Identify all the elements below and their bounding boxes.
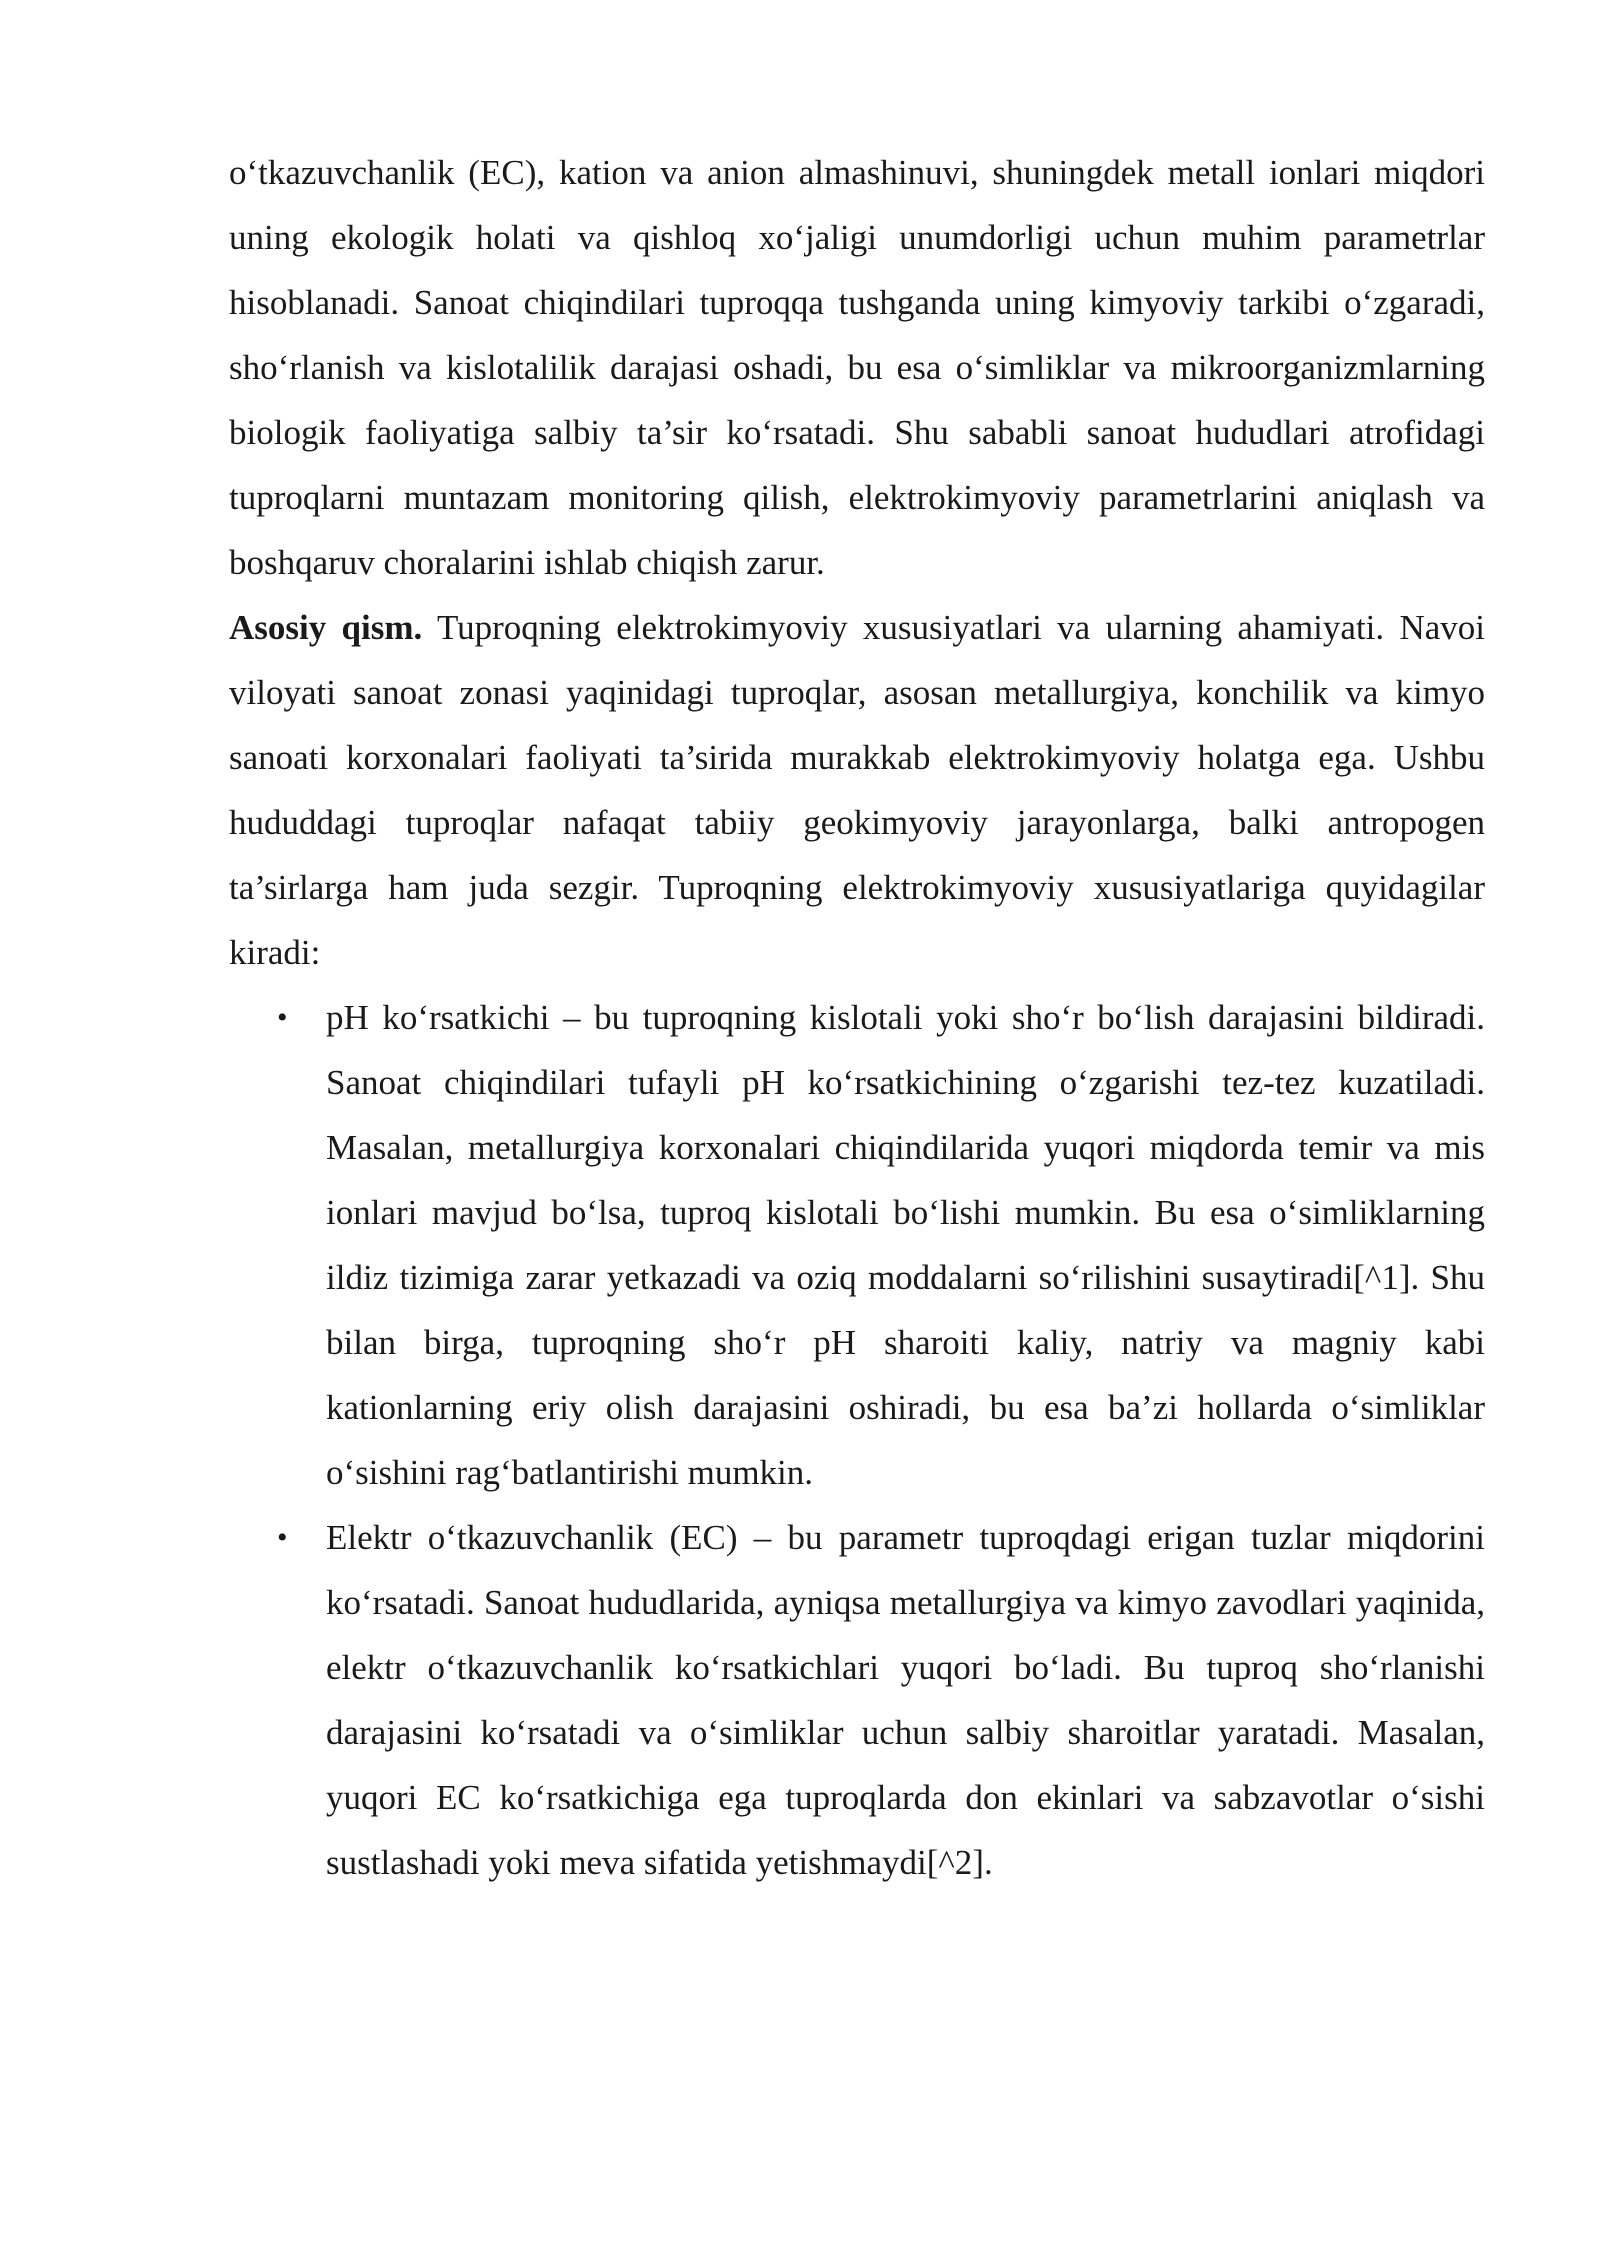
list-item-ec xyxy=(229,1505,1485,1895)
intro-paragraph: o‘tkazuvchanlik (EC), kation va anion almashinuvi, shuningdek metall ionlari miqdori uning ekologik holati va qishloq xo‘jaligi unumdorligi uchun muhim parametrlar hisoblanadi. Sanoat chiqindilari tuproqqa tushganda uning kimyoviy tarkibi o‘zgaradi, sho‘rlanish va kislotalilik darajasi oshadi, bu esa o‘simliklar va mikroorganizmlarning biologik faoliyatiga salbiy ta’sir ko‘rsatadi. Shu sababli sanoat hududlari atrofidagi tuproqlarni muntazam monitoring qilish, elektrokimyoviy parametrlarini aniqlash va boshqaruv choralarini ishlab chiqish zarur. xyxy=(229,153,1485,582)
section-text: Tuproqning elektrokimyoviy xususiyatlari va ularning ahamiyati. Navoi viloyati sanoat zonasi yaqinidagi tuproqlar, asosan metallurgiya, konchilik va kimyo sanoati korxonalari faoliyati ta’sirida murakkab elektrokimyoviy holatga ega. Ushbu hududdagi tuproqlar nafaqat tabiiy geokimyoviy jarayonlarga, balki antropogen ta’sirlarga ham juda sezgir. Tuproqning elektrokimyoviy xususiyatlariga quyidagilar kiradi: xyxy=(229,608,1485,972)
main-section-paragraph xyxy=(229,595,1485,985)
bullet-list xyxy=(229,985,1485,1895)
section-heading: Asosiy qism. xyxy=(229,608,423,647)
list-item-text: pH ko‘rsatkichi – bu tuproqning kislotali yoki sho‘r bo‘lish darajasini bildiradi. Sanoat chiqindilari tufayli pH ko‘rsatkichining o‘zgarishi tez-tez kuzatiladi. Masalan, metallurgiya korxonalari chiqindilarida yuqori miqdorda temir va mis ionlari mavjud bo‘lsa, tuproq kislotali bo‘lishi mumkin. Bu esa o‘simliklarning ildiz tizimiga zarar yetkazadi va oziq moddalarni so‘rilishini susaytiradi[^1]. Shu bilan birga, tuproqning sho‘r pH sharoiti kaliy, natriy va magniy kabi kationlarning eriy olish darajasini oshiradi, bu esa ba’zi hollarda o‘simliklar o‘sishini rag‘batlantirishi mumkin. xyxy=(326,998,1485,1492)
list-item-text: Elektr o‘tkazuvchanlik (EC) – bu parametr tuproqdagi erigan tuzlar miqdorini ko‘rsatadi. Sanoat hududlarida, ayniqsa metallurgiya va kimyo zavodlari yaqinida, elektr o‘tkazuvchanlik ko‘rsatkichlari yuqori bo‘ladi. Bu tuproq sho‘rlanishi darajasini ko‘rsatadi va o‘simliklar uchun salbiy sharoitlar yaratadi. Masalan, yuqori EC ko‘rsatkichiga ega tuproqlarda don ekinlari va sabzavotlar o‘sishi sustlashadi yoki meva sifatida yetishmaydi[^2]. xyxy=(326,1518,1485,1882)
bullet-icon: • xyxy=(277,1001,288,1034)
bullet-icon: • xyxy=(277,1521,288,1554)
list-item-ph xyxy=(229,985,1485,1505)
document-page xyxy=(229,140,1485,1895)
